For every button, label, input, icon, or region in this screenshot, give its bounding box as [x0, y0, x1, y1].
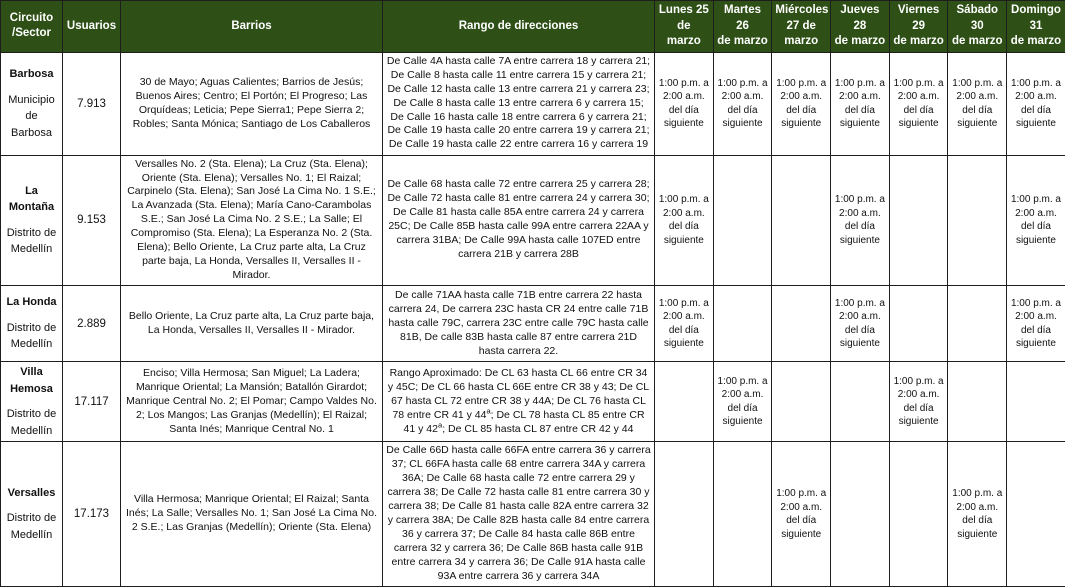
cell-circuito-sector: [1, 442, 63, 587]
day-6-line1: Domingo 31: [1011, 4, 1061, 32]
cell-usuarios: 9.153: [63, 155, 121, 286]
circuito-sector: Distrito de Medellín: [4, 320, 59, 353]
cell-schedule-day-0: 1:00 p.m. a 2:00 a.m. del día siguiente: [655, 155, 714, 286]
cell-barrios: Bello Oriente, La Cruz parte alta, La Cruz parte baja, La Honda, Versalles II, Versalles II - Mirador.: [121, 286, 383, 362]
cell-schedule-day-4-empty: [889, 155, 948, 286]
cell-schedule-day-2: 1:00 p.m. a 2:00 a.m. del día siguiente: [772, 442, 831, 587]
circuito-name: La Montaña: [4, 183, 59, 216]
day-5-line1: Sábado 30: [957, 4, 999, 32]
circuito-name: La Honda: [4, 294, 59, 311]
table-row: [1, 442, 1065, 587]
day-4-line2: de marzo: [893, 35, 944, 47]
cell-rango-direcciones: Rango Aproximado: De CL 63 hasta CL 66 entre CR 34 y 45C; De CL 66 hasta CL 66E entre CR 38 y 43; De CL 67 hasta CL 72 entre CR 38 y 44A; De CL 76 hasta CL 78 entre CR 41 y 44$^a$; De CL 78 hasta CL 85 entre CR 41 y 42$^a$; De CL 85 hasta CL 87 entre CR 42 y 44: [383, 362, 655, 442]
day-1-line1: Martes 26: [724, 4, 761, 32]
cell-schedule-day-3-empty: [831, 442, 890, 587]
header-row: [1, 1, 1065, 53]
cell-circuito-sector: [1, 286, 63, 362]
table-row: [1, 286, 1065, 362]
circuito-sector: Distrito de Medellín: [4, 406, 59, 439]
column-header-rango-direcciones: Rango de direcciones: [383, 1, 655, 53]
column-header-day-4: [889, 1, 948, 53]
cell-circuito-sector: [1, 362, 63, 442]
cell-schedule-day-4: 1:00 p.m. a 2:00 a.m. del día siguiente: [889, 362, 948, 442]
cell-circuito-sector: [1, 52, 63, 155]
cell-schedule-day-0-empty: [655, 362, 714, 442]
cell-usuarios: 17.173: [63, 442, 121, 587]
cell-schedule-day-2-empty: [772, 155, 831, 286]
cell-schedule-day-1: 1:00 p.m. a 2:00 a.m. del día siguiente: [713, 52, 772, 155]
cell-barrios: Enciso; Villa Hermosa; San Miguel; La Ladera; Manrique Oriental; La Mansión; Batallón Girardot; Manrique Central No. 2; El Pomar; Campo Valdes No. 2; Los Mangos; Las Granjas (Medellín); El Raizal; Santa Inés; Manrique Central No. 1: [121, 362, 383, 442]
cell-barrios: Versalles No. 2 (Sta. Elena); La Cruz (Sta. Elena); Oriente (Sta. Elena); Versalles No. 1; El Raizal; Carpinelo (Sta. Elena); San José La Cima No. 1 S.E.; La Avanzada (Sta. Elena); María Cano-Carambolas S.E.; San José La Cima No. 2 S.E.; La Salle; El Compromiso (Sta. Elena); La Esperanza No. 2 (Sta. Elena); Bello Oriente, La Cruz parte alta, La Cruz parte baja, La Honda, Versalles II, Versalles II - Mirador.: [121, 155, 383, 286]
circuito-name: Barbosa: [4, 66, 59, 83]
column-header-day-1: [713, 1, 772, 53]
cell-barrios: 30 de Mayo; Aguas Calientes; Barrios de Jesús; Buenos Aires; Centro; El Portón; El Progreso; Las Orquídeas; Leticia; Pepe Sierra1; Pepe Sierra 2; Robles; Santa Mónica; Santiago de Los Caballeros: [121, 52, 383, 155]
day-4-line1: Viernes 29: [898, 4, 939, 32]
cell-schedule-day-6: 1:00 p.m. a 2:00 a.m. del día siguiente: [1007, 155, 1065, 286]
cell-schedule-day-6-empty: [1007, 442, 1065, 587]
cell-schedule-day-5: 1:00 p.m. a 2:00 a.m. del día siguiente: [948, 52, 1007, 155]
day-5-line2: de marzo: [952, 35, 1003, 47]
cell-rango-direcciones: De Calle 68 hasta calle 72 entre carrera 25 y carrera 28; De Calle 72 hasta calle 81 entre carrera 24 y carrera 30; De Calle 81 hasta calle 85A entre carrera 24 y carrera 25C; De Calle 85B hasta calle 99A entre carrera 22AA y carrera 31BA; De Calle 99A hasta calle 107ED entre carrera 21B y carrera 28B: [383, 155, 655, 286]
column-header-day-2: [772, 1, 831, 53]
table-body: [1, 52, 1065, 587]
cell-schedule-day-1-empty: [713, 286, 772, 362]
cell-schedule-day-3: 1:00 p.m. a 2:00 a.m. del día siguiente: [831, 286, 890, 362]
cell-schedule-day-6: 1:00 p.m. a 2:00 a.m. del día siguiente: [1007, 286, 1065, 362]
day-2-line2: 27 de marzo: [784, 20, 818, 48]
column-header-circuito: [1, 1, 63, 53]
table-row: [1, 52, 1065, 155]
circuito-name: Villa Hemosa: [4, 364, 59, 397]
day-2-line1: Miércoles: [775, 4, 828, 16]
cell-schedule-day-5-empty: [948, 155, 1007, 286]
column-header-day-5: [948, 1, 1007, 53]
cell-schedule-day-0: 1:00 p.m. a 2:00 a.m. del día siguiente: [655, 286, 714, 362]
circuito-sector: Distrito de Medellín: [4, 510, 59, 543]
table-row: [1, 362, 1065, 442]
cell-schedule-day-1-empty: [713, 442, 772, 587]
cell-schedule-day-2: 1:00 p.m. a 2:00 a.m. del día siguiente: [772, 52, 831, 155]
table-header: [1, 1, 1065, 53]
cell-rango-direcciones: De calle 71AA hasta calle 71B entre carrera 22 hasta carrera 24, De carrera 23C hasta CR 24 entre calle 71B hasta calle 79C, carrera 23C entre calle 79C hasta calle 81B, De calle 83B hasta calle 87 entre carrera 21D hasta carrera 22.: [383, 286, 655, 362]
cell-schedule-day-1-empty: [713, 155, 772, 286]
cell-schedule-day-2-empty: [772, 362, 831, 442]
circuito-sector: Distrito de Medellín: [4, 225, 59, 258]
column-header-day-6: [1007, 1, 1065, 53]
day-3-line2: de marzo: [835, 35, 886, 47]
column-header-day-0: [655, 1, 714, 53]
day-6-line2: de marzo: [1011, 35, 1062, 47]
day-3-line1: Jueves 28: [840, 4, 879, 32]
cell-schedule-day-0: 1:00 p.m. a 2:00 a.m. del día siguiente: [655, 52, 714, 155]
column-header-usuarios: Usuarios: [63, 1, 121, 53]
circuito-sector: Municipio de Barbosa: [4, 92, 59, 142]
cell-schedule-day-5-empty: [948, 286, 1007, 362]
cell-schedule-day-0-empty: [655, 442, 714, 587]
cell-rango-direcciones: De Calle 4A hasta calle 7A entre carrera 18 y carrera 21; De Calle 8 hasta calle 11 entre carrera 15 y carrera 21; De Calle 12 hasta calle 13 entre carrera 21 y carrera 23; De Calle 8 hasta calle 13 entre carrera 6 y carrera 15; De Calle 16 hasta calle 18 entre carrera 6 y carrera 21; De Calle 19 hasta calle 20 entre carrera 19 y carrera 21; De Calle 19 hasta calle 22 entre carrera 16 y carrera 19: [383, 52, 655, 155]
cell-schedule-day-4-empty: [889, 286, 948, 362]
table-row: [1, 155, 1065, 286]
cell-schedule-day-2-empty: [772, 286, 831, 362]
cell-barrios: Villa Hermosa; Manrique Oriental; El Raizal; Santa Inés; La Salle; Versalles No. 1; San José La Cima No. 2 S.E.; Las Granjas (Medellín); Oriente (Sta. Elena): [121, 442, 383, 587]
column-header-barrios: Barrios: [121, 1, 383, 53]
cell-schedule-day-4: 1:00 p.m. a 2:00 a.m. del día siguiente: [889, 52, 948, 155]
day-0-line2: marzo: [667, 35, 701, 47]
cell-schedule-day-3-empty: [831, 362, 890, 442]
circuito-name: Versalles: [4, 485, 59, 502]
day-0-line1: Lunes 25 de: [659, 4, 709, 32]
cell-usuarios: 2.889: [63, 286, 121, 362]
cell-schedule-day-4-empty: [889, 442, 948, 587]
column-header-day-3: [831, 1, 890, 53]
column-header-circuito-line1: Circuito: [10, 12, 53, 24]
cell-circuito-sector: [1, 155, 63, 286]
column-header-circuito-line2: /Sector: [12, 27, 51, 39]
cell-schedule-day-5: 1:00 p.m. a 2:00 a.m. del día siguiente: [948, 442, 1007, 587]
cell-usuarios: 17.117: [63, 362, 121, 442]
cell-schedule-day-6: 1:00 p.m. a 2:00 a.m. del día siguiente: [1007, 52, 1065, 155]
day-1-line2: de marzo: [717, 35, 768, 47]
cell-schedule-day-3: 1:00 p.m. a 2:00 a.m. del día siguiente: [831, 52, 890, 155]
cell-schedule-day-1: 1:00 p.m. a 2:00 a.m. del día siguiente: [713, 362, 772, 442]
cell-schedule-day-5-empty: [948, 362, 1007, 442]
cell-schedule-day-6-empty: [1007, 362, 1065, 442]
cell-usuarios: 7.913: [63, 52, 121, 155]
cell-rango-direcciones: De Calle 66D hasta calle 66FA entre carrera 36 y carrera 37; CL 66FA hasta calle 68 entre carrera 34A y carrera 36A; De Calle 68 hasta calle 72 entre carrera 29 y carrera 38; De Calle 72 hasta calle 81 entre carrera 30 y carrera 38; De Calle 81 hasta calle 82A entre carrera 32 y carrera 38A; De Calle 82B hasta calle 84 entre carrera 36 y carrera 37; De Calle 84 hasta calle 86B entre carrera 32 y carrera 36; De Calle 86B hasta calle 91B entre carrera 34 y carrera 36; De Calle 91A hasta calle 93A entre carrera 36 y carrera 34A: [383, 442, 655, 587]
cell-schedule-day-3: 1:00 p.m. a 2:00 a.m. del día siguiente: [831, 155, 890, 286]
